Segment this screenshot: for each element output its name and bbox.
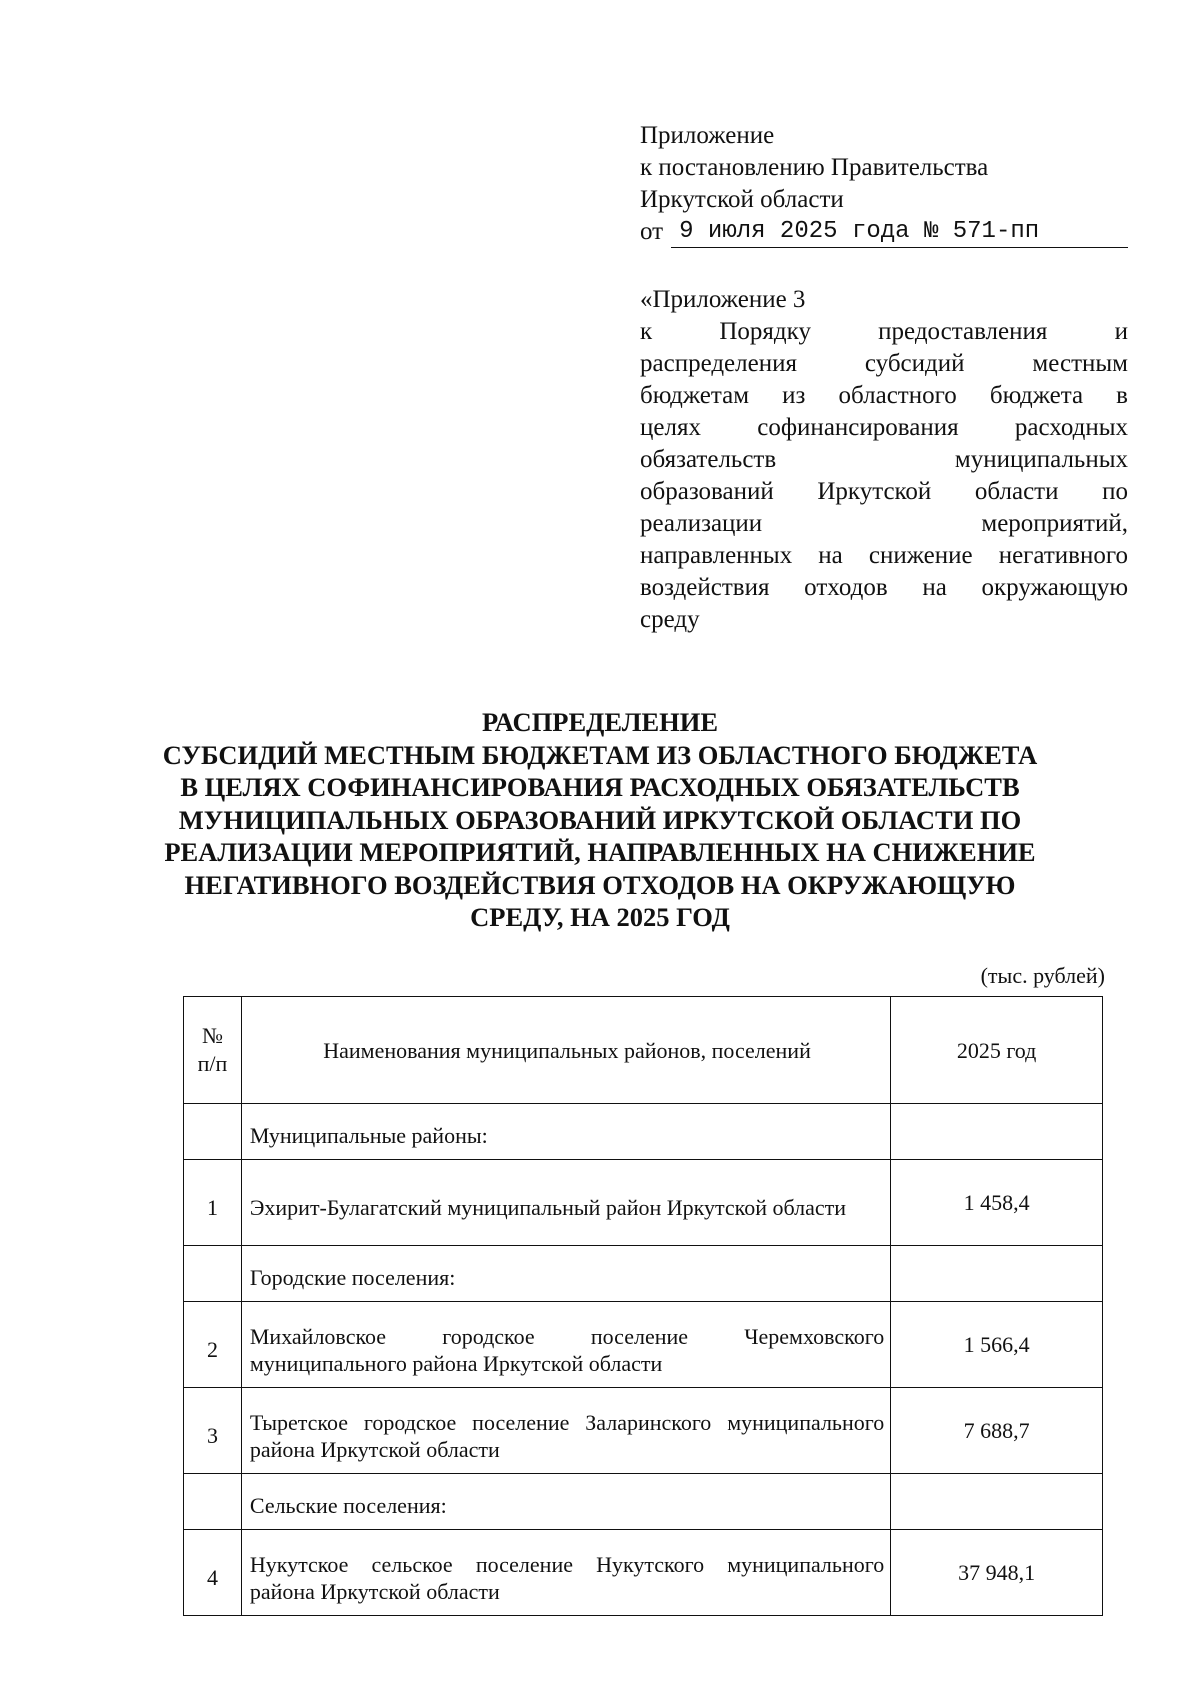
date-prefix: от bbox=[640, 218, 664, 245]
table-row bbox=[184, 1302, 1103, 1388]
document-title bbox=[100, 706, 1100, 934]
row-number-cell bbox=[184, 1104, 242, 1160]
row-number-cell: 4 bbox=[184, 1530, 242, 1616]
distribution-table bbox=[183, 996, 1103, 1616]
appendix3-line: реализации мероприятий, bbox=[640, 510, 1128, 537]
appendix3-line: обязательств муниципальных bbox=[640, 446, 1128, 473]
amount-cell: 37 948,1 bbox=[891, 1530, 1103, 1616]
title-line: СУБСИДИЙ МЕСТНЫМ БЮДЖЕТАМ ИЗ ОБЛАСТНОГО БЮДЖЕТА bbox=[162, 739, 1038, 770]
section-label-cell: Сельские поселения: bbox=[241, 1474, 890, 1530]
annex-header bbox=[640, 120, 1128, 248]
amount-cell: 1 458,4 bbox=[891, 1160, 1103, 1246]
title-line: РЕАЛИЗАЦИИ МЕРОПРИЯТИЙ, НАПРАВЛЕННЫХ НА СНИЖЕНИЕ bbox=[164, 837, 1036, 867]
row-number-cell: 1 bbox=[184, 1160, 242, 1246]
municipality-name-cell: Нукутское сельское поселение Нукутского муниципального района Иркутской области bbox=[241, 1530, 890, 1616]
table-row bbox=[184, 1160, 1103, 1246]
appendix3-line: «Приложение 3 bbox=[640, 286, 806, 313]
resolution-date-number: 9 июля 2025 года № 571-пп bbox=[671, 217, 1128, 248]
row-number-cell bbox=[184, 1474, 242, 1530]
table-row bbox=[184, 1530, 1103, 1616]
appendix3-line: среду bbox=[640, 606, 700, 633]
annex-line: Приложение bbox=[640, 122, 775, 149]
title-line: РАСПРЕДЕЛЕНИЕ bbox=[481, 707, 719, 737]
title-line: В ЦЕЛЯХ СОФИНАНСИРОВАНИЯ РАСХОДНЫХ ОБЯЗАТЕЛЬСТВ bbox=[180, 772, 1020, 802]
municipality-name-cell: Михайловское городское поселение Черемховского муниципального района Иркутской области bbox=[241, 1302, 890, 1388]
table-section-row bbox=[184, 1104, 1103, 1160]
header-name-cell: Наименования муниципальных районов, поселений bbox=[241, 997, 890, 1104]
annex-line: к постановлению Правительства bbox=[640, 154, 989, 181]
appendix3-line: направленных на снижение негативного bbox=[640, 542, 1128, 569]
annex-date-line bbox=[640, 216, 1128, 248]
table-section-row bbox=[184, 1246, 1103, 1302]
appendix3-line: распределения субсидий местным bbox=[640, 350, 1128, 377]
title-line: МУНИЦИПАЛЬНЫХ ОБРАЗОВАНИЙ ИРКУТСКОЙ ОБЛАСТИ ПО bbox=[178, 804, 1022, 835]
amount-cell: 1 566,4 bbox=[891, 1302, 1103, 1388]
row-number-cell: 2 bbox=[184, 1302, 242, 1388]
header-number-symbol: № bbox=[201, 1023, 223, 1048]
units-note: (тыс. рублей) bbox=[980, 963, 1105, 988]
amount-cell bbox=[891, 1104, 1103, 1160]
header-number-cell bbox=[184, 997, 242, 1104]
title-line: НЕГАТИВНОГО ВОЗДЕЙСТВИЯ ОТХОДОВ НА ОКРУЖАЮЩУЮ bbox=[184, 869, 1016, 900]
section-label-cell: Городские поселения: bbox=[241, 1246, 890, 1302]
appendix3-line: образований Иркутской области по bbox=[640, 478, 1128, 505]
municipality-name-cell: Тыретское городское поселение Заларинского муниципального района Иркутской области bbox=[241, 1388, 890, 1474]
appendix3-line: воздействия отходов на окружающую bbox=[640, 574, 1128, 601]
row-number-cell bbox=[184, 1246, 242, 1302]
table-section-row bbox=[184, 1474, 1103, 1530]
annex-line: Иркутской области bbox=[640, 186, 844, 213]
title-line: СРЕДУ, НА 2025 ГОД bbox=[470, 902, 730, 932]
header-number-label: п/п bbox=[197, 1051, 228, 1076]
amount-cell: 7 688,7 bbox=[891, 1388, 1103, 1474]
table-row bbox=[184, 1388, 1103, 1474]
amount-cell bbox=[891, 1474, 1103, 1530]
appendix3-line: целях софинансирования расходных bbox=[640, 414, 1128, 441]
appendix3-header bbox=[640, 284, 1128, 636]
section-label-cell: Муниципальные районы: bbox=[241, 1104, 890, 1160]
row-number-cell: 3 bbox=[184, 1388, 242, 1474]
appendix3-line: к Порядку предоставления и bbox=[640, 318, 1128, 345]
appendix3-line: бюджетам из областного бюджета в bbox=[640, 382, 1128, 409]
header-year-cell: 2025 год bbox=[891, 997, 1103, 1104]
municipality-name-cell: Эхирит-Булагатский муниципальный район Иркутской области bbox=[241, 1160, 890, 1246]
amount-cell bbox=[891, 1246, 1103, 1302]
table-header-row bbox=[184, 997, 1103, 1104]
